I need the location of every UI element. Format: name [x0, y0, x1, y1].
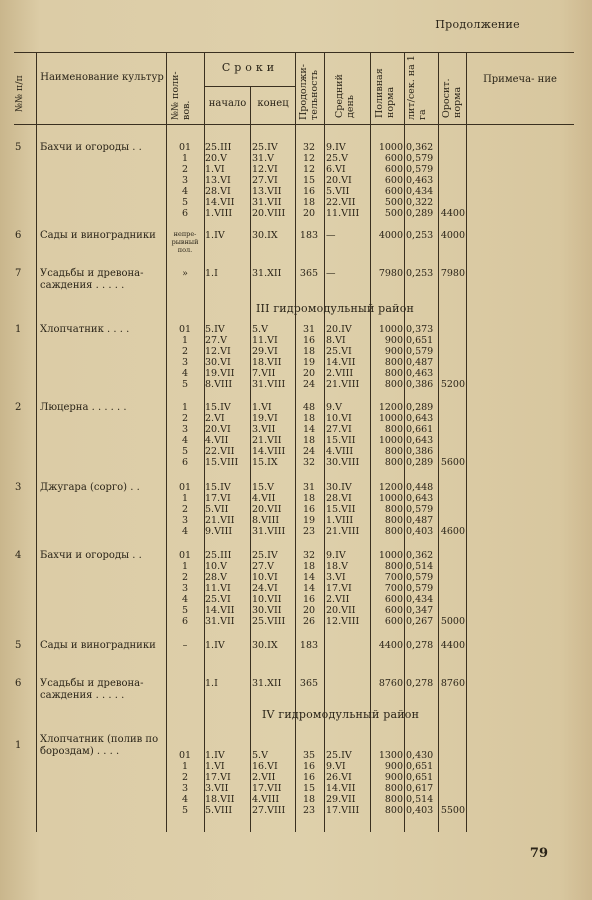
header-litr: лит/сек. на 1 га: [406, 55, 428, 120]
cell-end: 31.XII: [252, 678, 282, 689]
cell-pol: 01 1 2 3 4 5: [178, 324, 192, 390]
cell-mid: 9.IV 18.V 3.VI 17.VI 2.VII 20.VII 12.VIII: [326, 550, 360, 627]
cell-dur: 31 16 18 19 20 24: [302, 324, 316, 390]
header-sroki: Сроки: [221, 61, 279, 74]
header-name: Наименование культур: [40, 72, 164, 83]
cell-beg: 1.IV: [205, 230, 225, 241]
cell-beg: 1.I: [205, 678, 218, 689]
cell-dur: 35 16 16 15 18 23: [302, 750, 316, 816]
row-number: 2: [15, 402, 22, 413]
crop-name: Бахчи и огороды . .: [40, 550, 142, 561]
cell-oros: 4600: [440, 526, 465, 537]
header-bottom-border: [14, 124, 574, 125]
header-num: №№ п/п: [14, 75, 25, 112]
cell-oros: 4000: [440, 230, 465, 241]
cell-end: 5.V 16.VI 2.VII 17.VII 4.VIII 27.VIII: [252, 750, 286, 816]
header-nachalo: начало: [208, 98, 247, 109]
cell-norm: 1200 1000 800 1000 800 800: [378, 402, 403, 468]
cell-pol: –: [182, 640, 188, 651]
cell-pol: 1 2 3 4 5 6: [181, 402, 189, 468]
cell-pol: 01 1 2 3 4 5: [178, 750, 192, 816]
cell-mid: 25.IV 9.VI 26.VI 14.VII 29.VII 17.VIII: [326, 750, 360, 816]
section-title-4: IV гидромодульный район: [262, 708, 420, 721]
header-prodolzh: Продолжи- тельность: [298, 64, 320, 120]
cell-dur: 183: [299, 640, 319, 651]
cell-pol: 01 1 2 3 4: [178, 482, 192, 537]
crop-name: Бахчи и огороды . .: [40, 142, 142, 153]
cell-dur: 32 12 12 15 16 18 20: [302, 142, 316, 219]
col-divider-10: [466, 52, 467, 832]
cell-beg: 15.IV 17.VI 5.VII 21.VII 9.VIII: [205, 482, 235, 537]
crop-name: Сады и виноградники: [40, 640, 156, 651]
row-number: 6: [15, 230, 22, 241]
cell-norm: 1000 600 600 600 600 500 500: [378, 142, 403, 219]
row-number: 4: [15, 550, 22, 561]
header-polivov: №№ поли- вов.: [170, 71, 192, 120]
crop-name: Джугара (сорго) . .: [40, 482, 140, 493]
cell-oros: 4400: [440, 640, 465, 651]
cell-end: 15.V 4.VII 20.VII 8.VIII 31.VIII: [252, 482, 286, 537]
cell-mid: 9.IV 25.V 6.VI 20.VI 5.VII 22.VII 11.VIII: [326, 142, 360, 219]
header-sredniy: Средний день: [334, 74, 356, 118]
cell-end: 1.VI 19.VI 3.VII 21.VII 14.VIII 15.IX: [252, 402, 286, 468]
cell-norm: 1300 900 900 800 800 800: [378, 750, 403, 816]
cell-norm: 1000 800 700 700 600 600 600: [378, 550, 403, 627]
cell-dur: 365: [299, 678, 319, 689]
header-orosit: Оросит. норма: [441, 78, 463, 118]
cell-oros: 8760: [440, 678, 465, 689]
cell-norm: 4400: [378, 640, 403, 651]
cell-lit: 0,430 0,651 0,651 0,617 0,514 0,403: [406, 750, 434, 816]
cell-lit: 0,362 0,514 0,579 0,579 0,434 0,347 0,267: [406, 550, 434, 627]
cell-oros: 5500: [440, 805, 465, 816]
cell-pol: 01 1 2 3 4 5 6: [178, 142, 192, 219]
cell-beg: 1.IV 1.VI 17.VI 3.VII 18.VII 5.VIII: [205, 750, 235, 816]
cell-beg: 1.IV: [205, 640, 225, 651]
crop-name: Усадьбы и древона- саждения . . . . .: [40, 678, 144, 701]
cell-oros: 4400: [440, 208, 465, 219]
cell-lit: 0,253: [406, 230, 434, 241]
cell-pol: непре- рывный пол.: [171, 230, 199, 254]
cell-dur: 32 18 14 14 16 20 26: [302, 550, 316, 627]
table-top-border: [14, 52, 574, 53]
cell-beg: 25.III 10.V 28.V 11.VI 25.VI 14.VII 31.VII: [205, 550, 235, 627]
header-primech: Примеча- ние: [483, 74, 557, 85]
cell-end: 25.IV 27.V 10.VI 24.VI 10.VII 30.VII 25.VIII: [252, 550, 286, 627]
col-divider-4: [250, 86, 251, 832]
cell-oros: 7980: [440, 268, 465, 279]
cell-dur: 365: [299, 268, 319, 279]
cell-norm: 1000 900 900 800 800 800: [378, 324, 403, 390]
cell-beg: 15.IV 2.VI 20.VI 4.VII 22.VII 15.VIII: [205, 402, 239, 468]
crop-name: Сады и виноградники: [40, 230, 156, 241]
cell-beg: 25.III 20.V 1.VI 13.VI 28.VI 14.VII 1.VIII: [205, 142, 235, 219]
cell-oros: 5200: [440, 379, 465, 390]
cell-norm: 7980: [378, 268, 403, 279]
crop-name: Люцерна . . . . . .: [40, 402, 127, 413]
cell-beg: 5.IV 27.V 12.VI 30.VI 19.VII 8.VIII: [205, 324, 235, 390]
cell-dur: 31 18 16 19 23: [302, 482, 316, 537]
section-title-3: III гидромодульный район: [256, 302, 415, 315]
header-konec: конец: [257, 98, 289, 109]
row-number: 5: [15, 142, 22, 153]
crop-name: Усадьбы и древона- саждения . . . . .: [40, 268, 144, 291]
row-number: 1: [15, 740, 22, 751]
crop-name: Хлопчатник (полив по бороздам) . . . .: [40, 734, 159, 757]
cell-oros: 5600: [440, 457, 465, 468]
cell-norm: 1200 1000 800 800 800: [378, 482, 403, 537]
cell-norm: 4000: [378, 230, 403, 241]
cell-lit: 0,278: [406, 640, 434, 651]
page-number: 79: [529, 846, 548, 861]
cell-lit: 0,253: [406, 268, 434, 279]
cell-dur: 183: [299, 230, 319, 241]
cell-lit: 0,448 0,643 0,579 0,487 0,403: [406, 482, 434, 537]
cell-end: 31.XII: [252, 268, 282, 279]
cell-pol: 01 1 2 3 4 5 6: [178, 550, 192, 627]
cell-end: 5.V 11.VI 29.VI 18.VII 7.VII 31.VIII: [252, 324, 286, 390]
row-number: 6: [15, 678, 22, 689]
cell-lit: 0,278: [406, 678, 434, 689]
row-number: 3: [15, 482, 22, 493]
col-divider-2: [166, 52, 167, 832]
cell-mid: 30.IV 28.VI 15.VII 1.VIII 21.VIII: [326, 482, 360, 537]
col-divider-9: [438, 52, 439, 832]
cell-lit: 0,289 0,643 0,661 0,643 0,386 0,289: [406, 402, 434, 468]
cell-lit: 0,373 0,651 0,579 0,487 0,463 0,386: [406, 324, 434, 390]
continuation-label: Продолжение: [435, 18, 520, 31]
cell-end: 25.IV 31.V 12.VI 27.VI 13.VII 31.VII 20.VIII: [252, 142, 286, 219]
cell-end: 30.IX: [252, 230, 278, 241]
cell-end: 30.IX: [252, 640, 278, 651]
cell-mid: —: [326, 268, 336, 279]
cell-beg: 1.I: [205, 268, 218, 279]
cell-norm: 8760: [378, 678, 403, 689]
cell-lit: 0,362 0,579 0,579 0,463 0,434 0,322 0,289: [406, 142, 434, 219]
crop-name: Хлопчатник . . . .: [40, 324, 130, 335]
row-number: 5: [15, 640, 22, 651]
cell-mid: —: [326, 230, 336, 241]
cell-pol: »: [182, 268, 188, 279]
row-number: 7: [15, 268, 22, 279]
row-number: 1: [15, 324, 22, 335]
cell-mid: 20.IV 8.VI 25.VI 14.VII 2.VIII 21.VIII: [326, 324, 360, 390]
col-divider-1: [36, 52, 37, 832]
cell-oros: 5000: [440, 616, 465, 627]
header-polivnaya: Поливная норма: [374, 68, 396, 118]
cell-dur: 48 18 14 18 24 32: [302, 402, 316, 468]
cell-mid: 9.V 10.VI 27.VI 15.VII 4.VIII 30.VIII: [326, 402, 360, 468]
